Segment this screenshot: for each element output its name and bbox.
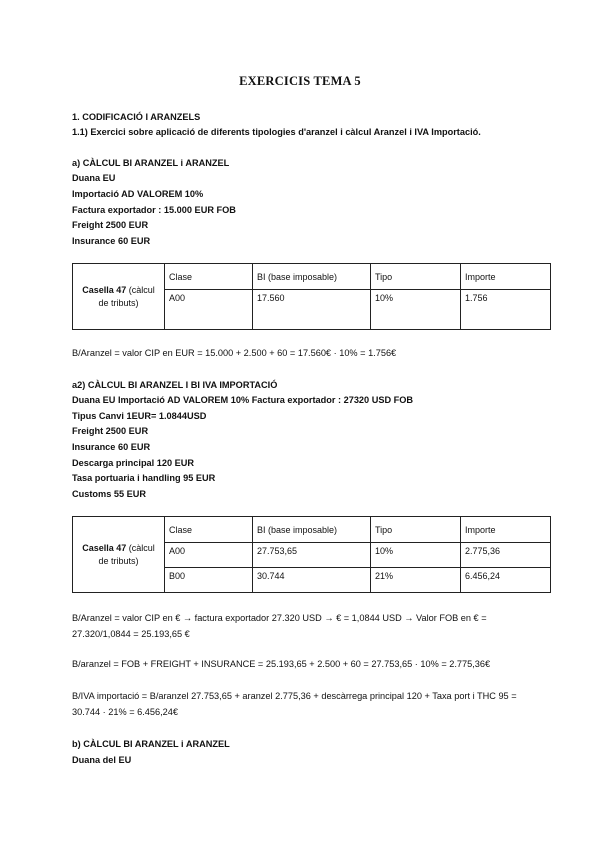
- part-a2-line: [72, 394, 413, 406]
- table-cell: 2.775,36: [461, 543, 551, 568]
- row-label-bold: Casella 47: [82, 284, 127, 295]
- part-a2-line: Freight 2500 EUR: [72, 426, 149, 436]
- invoice-value: 27320 USD FOB: [343, 395, 414, 405]
- table-cell: 17.560: [253, 290, 371, 330]
- part-b-heading: b) CÀLCUL BI ARANZEL i ARANZEL: [72, 739, 230, 749]
- header-cell: Importe: [461, 264, 551, 290]
- header-cell: Tipo: [371, 264, 461, 290]
- table-cell: 27.753,65: [253, 543, 371, 568]
- part-a2-heading: a2) CÀLCUL BI ARANZEL I BI IVA IMPORTACIÓ: [72, 380, 278, 390]
- part-a-invoice: [72, 204, 236, 216]
- table-cell: A00: [165, 543, 253, 568]
- table-cell: 10%: [371, 290, 461, 330]
- table-header-row: [73, 517, 551, 543]
- exchange-rate-line: [72, 410, 206, 422]
- invoice-value: 15.000 EUR FOB: [163, 205, 236, 215]
- paragraph-iva: B/IVA importació = B/aranzel 27.753,65 + aranzel 2.775,36 + descàrrega principal 120 + Taxa port i THC 95 = 30.744 · 21% = 6.456,24€: [72, 691, 517, 717]
- table-cell: 6.456,24: [461, 568, 551, 593]
- header-cell: Tipo: [371, 517, 461, 543]
- table-cell: 30.744: [253, 568, 371, 593]
- paragraph-cip: B/Aranzel = valor CIP en € → factura exportador 27.320 USD → € = 1,0844 USD → Valor FOB en € = 27.320/1,0844 = 25.193,65 €: [72, 613, 487, 639]
- row-label-rest: (càlcul de tributs): [98, 284, 155, 308]
- header-cell: Importe: [461, 517, 551, 543]
- part-a-line: Duana EU: [72, 173, 116, 183]
- table-cell: 10%: [371, 543, 461, 568]
- part-b-line: Duana del EU: [72, 755, 132, 765]
- part-a2-line: Customs 55 EUR: [72, 489, 147, 499]
- row-label-cell: [73, 264, 165, 330]
- table-header-row: [73, 264, 551, 290]
- exchange-label: Tipus Canvi: [72, 411, 127, 421]
- subsection-text: Exercici sobre aplicació de diferents tipologies d'aranzel i càlcul Aranzel i IVA Importació.: [87, 127, 481, 137]
- row-label-rest: (càlcul de tributs): [98, 542, 155, 566]
- formula-a: B/Aranzel = valor CIP en EUR = 15.000 + 2.500 + 60 = 17.560€ · 10% = 1.756€: [72, 348, 397, 358]
- table-cell: 1.756: [461, 290, 551, 330]
- table-a2: [72, 516, 551, 593]
- part-a-heading: a) CÀLCUL BI ARANZEL i ARANZEL: [72, 158, 230, 168]
- exchange-value: 1EUR= 1.0844USD: [126, 411, 207, 421]
- paragraph-aranzel: B/aranzel = FOB + FREIGHT + INSURANCE = 25.193,65 + 2.500 + 60 = 27.753,65 · 10% = 2.775,36€: [72, 659, 491, 669]
- table-cell: A00: [165, 290, 253, 330]
- invoice-label: Factura exportador :: [249, 395, 344, 405]
- part-a-line: Importació AD VALOREM 10%: [72, 189, 204, 199]
- part-a-line: Insurance 60 EUR: [72, 236, 151, 246]
- invoice-label: Factura exportador :: [72, 205, 164, 215]
- row-label-cell: [73, 517, 165, 593]
- header-cell: Clase: [165, 264, 253, 290]
- table-cell: B00: [165, 568, 253, 593]
- part-a-line: Freight 2500 EUR: [72, 220, 149, 230]
- table-a: [72, 263, 551, 330]
- import-text: Duana EU Importació AD VALOREM 10%: [72, 395, 250, 405]
- header-cell: BI (base imposable): [253, 517, 371, 543]
- subsection-line: [72, 126, 481, 138]
- part-a2-line: Tasa portuaria i handling 95 EUR: [72, 473, 216, 483]
- part-a2-line: Descarga principal 120 EUR: [72, 458, 195, 468]
- subsection-number: 1.1): [72, 127, 88, 137]
- page-title: EXERCICIS TEMA 5: [239, 74, 361, 88]
- section-heading: 1. CODIFICACIÓ I ARANZELS: [72, 112, 201, 122]
- part-a2-line: Insurance 60 EUR: [72, 442, 151, 452]
- header-cell: BI (base imposable): [253, 264, 371, 290]
- table-cell: 21%: [371, 568, 461, 593]
- row-label-bold: Casella 47: [82, 542, 127, 553]
- header-cell: Clase: [165, 517, 253, 543]
